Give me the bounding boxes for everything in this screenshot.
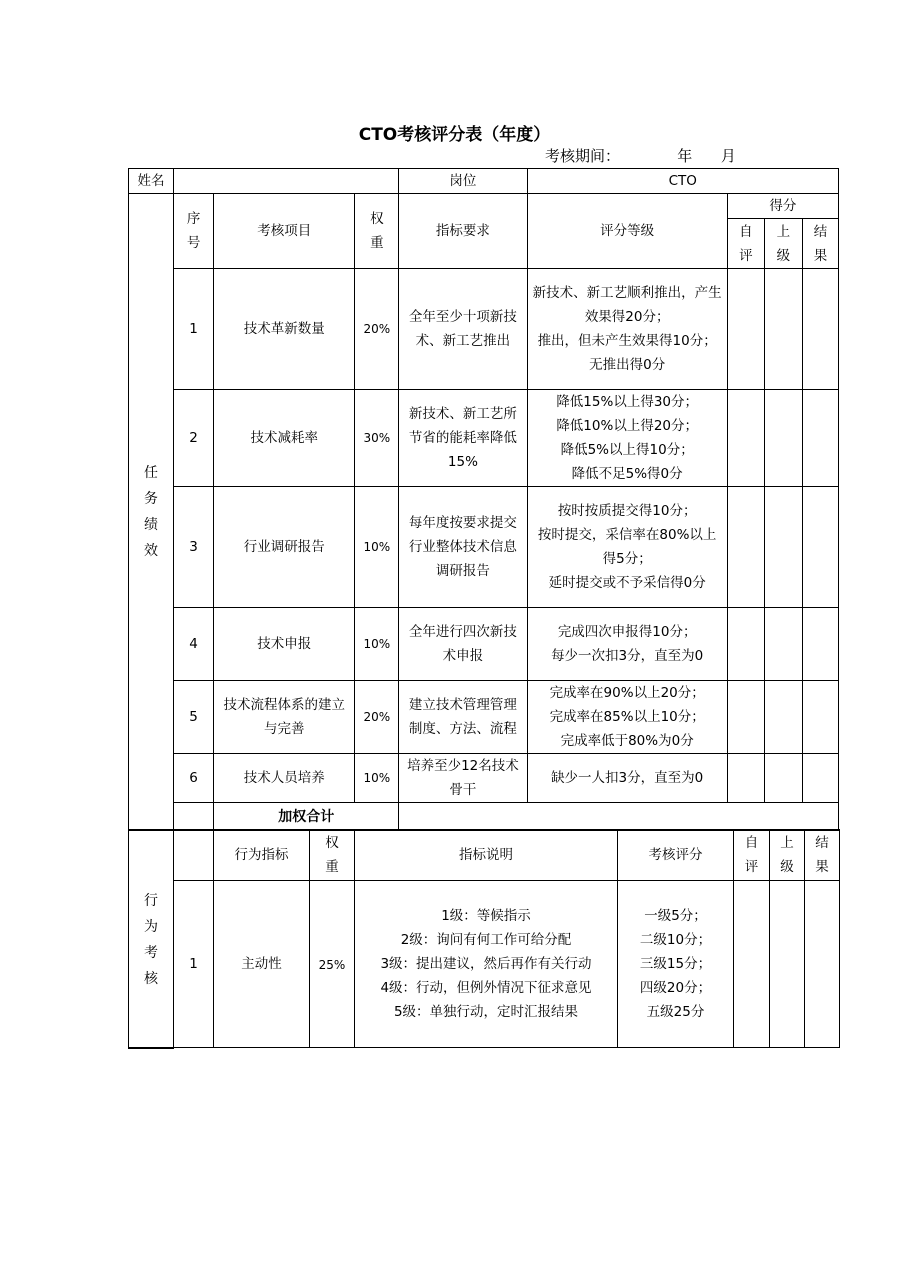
b-header-weight-text: 权重 <box>325 835 339 875</box>
header-seq <box>174 194 214 269</box>
rating-line: 一级5分； <box>644 908 707 924</box>
self-score-cell[interactable] <box>727 608 764 681</box>
grading-line: 降低不足5%得0分 <box>571 466 683 482</box>
header-result-text: 结果 <box>813 223 828 264</box>
superior-score-cell[interactable] <box>764 608 802 681</box>
header-superior-text: 上级 <box>776 223 791 264</box>
post-value: CTO <box>527 169 838 194</box>
rating-line: 五级25分 <box>646 1004 705 1020</box>
grading-line: 降低15%以上得30分； <box>556 394 698 410</box>
header-weight <box>355 194 399 269</box>
behavior-section-label <box>129 830 174 1048</box>
grading-line: 按时按质提交得10分； <box>557 503 697 519</box>
description-line: 3级：提出建议，然后再作有关行动 <box>380 956 592 972</box>
grading-line: 完成率低于80%为0分 <box>560 733 694 749</box>
grading-line: 完成率在90%以上20分； <box>549 685 705 701</box>
row-seq: 6 <box>174 754 214 803</box>
row-seq: 1 <box>174 269 214 390</box>
row-item: 技术减耗率 <box>214 390 355 487</box>
b-row-seq: 1 <box>174 881 214 1048</box>
table-row <box>129 390 839 487</box>
self-score-cell[interactable] <box>727 487 764 608</box>
superior-score-cell[interactable] <box>770 881 805 1048</box>
row-grading <box>527 608 727 681</box>
result-score-cell[interactable] <box>802 754 838 803</box>
self-score-cell[interactable] <box>727 754 764 803</box>
grading-line: 完成四次申报得10分； <box>557 624 697 640</box>
superior-score-cell[interactable] <box>764 269 802 390</box>
b-header-indicator: 行为指标 <box>214 830 310 881</box>
row-grading: 缺少一人扣3分，直至为0 <box>527 754 727 803</box>
name-label: 姓名 <box>129 169 174 194</box>
b-header-seq <box>174 830 214 881</box>
b-header-self-text: 自评 <box>744 835 759 875</box>
b-header-weight <box>310 830 355 881</box>
table-row <box>129 269 839 390</box>
assessment-period: 考核期间： 年 月 <box>545 147 736 165</box>
b-row-indicator: 主动性 <box>214 881 310 1048</box>
row-grading <box>527 390 727 487</box>
b-header-superior <box>770 830 805 881</box>
b-header-self <box>734 830 770 881</box>
row-weight: 20% <box>355 269 399 390</box>
row-requirement: 每年度按要求提交行业整体技术信息调研报告 <box>399 487 527 608</box>
b-header-description: 指标说明 <box>355 830 618 881</box>
header-grading: 评分等级 <box>527 194 727 269</box>
row-seq: 5 <box>174 681 214 754</box>
result-score-cell[interactable] <box>802 269 838 390</box>
header-score: 得分 <box>727 194 838 219</box>
row-requirement: 全年至少十项新技术、新工艺推出 <box>399 269 527 390</box>
row-seq: 3 <box>174 487 214 608</box>
row-weight: 30% <box>355 390 399 487</box>
b-header-superior-text: 上级 <box>780 835 794 875</box>
page-title: CTO考核评分表（年度） <box>358 125 551 145</box>
result-score-cell[interactable] <box>802 608 838 681</box>
row-item: 行业调研报告 <box>214 487 355 608</box>
weighted-total-row <box>129 803 839 831</box>
superior-score-cell[interactable] <box>764 754 802 803</box>
superior-score-cell[interactable] <box>764 487 802 608</box>
grading-line: 延时提交或不予采信得0分 <box>548 575 706 591</box>
self-score-cell[interactable] <box>734 881 770 1048</box>
row-requirement: 全年进行四次新技术申报 <box>399 608 527 681</box>
self-score-cell[interactable] <box>727 390 764 487</box>
header-item: 考核项目 <box>214 194 355 269</box>
row-weight: 20% <box>355 681 399 754</box>
row-grading <box>527 487 727 608</box>
row-grading <box>527 269 727 390</box>
b-header-result <box>805 830 840 881</box>
grading-line: 降低5%以上得10分； <box>560 442 694 458</box>
row-requirement: 培养至少12名技术骨干 <box>399 754 527 803</box>
rating-line: 三级15分； <box>639 956 712 972</box>
result-score-cell[interactable] <box>805 881 840 1048</box>
task-performance-table <box>128 168 839 831</box>
grading-line: 完成率在85%以上10分； <box>549 709 705 725</box>
grading-line: 新技术、新工艺顺利推出，产生效果得20分； <box>532 285 722 325</box>
total-spacer <box>174 803 214 831</box>
table-row <box>129 608 839 681</box>
row-item: 技术人员培养 <box>214 754 355 803</box>
b-row-weight: 25% <box>310 881 355 1048</box>
task-section-label <box>129 194 174 831</box>
description-line: 5级：单独行动，定时汇报结果 <box>393 1004 579 1020</box>
b-header-result-text: 结果 <box>815 835 829 875</box>
header-seq-text: 序号 <box>186 211 201 251</box>
row-seq: 2 <box>174 390 214 487</box>
row-weight: 10% <box>355 487 399 608</box>
row-requirement: 建立技术管理管理制度、方法、流程 <box>399 681 527 754</box>
row-item: 技术革新数量 <box>214 269 355 390</box>
task-section-label-text: 任务绩效 <box>144 465 159 559</box>
grading-line: 无推出得0分 <box>589 357 666 373</box>
header-result <box>802 219 838 269</box>
table-row <box>129 754 839 803</box>
description-line: 4级：行动，但例外情况下征求意见 <box>380 980 592 996</box>
row-item: 技术申报 <box>214 608 355 681</box>
weighted-total-label: 加权合计 <box>214 803 399 831</box>
behavior-table <box>128 829 840 1049</box>
rating-line: 四级20分； <box>639 980 712 996</box>
table-row <box>129 487 839 608</box>
row-weight: 10% <box>355 608 399 681</box>
superior-score-cell[interactable] <box>764 681 802 754</box>
header-self <box>727 219 764 269</box>
behavior-section-label-text: 行为考核 <box>144 892 158 987</box>
post-label: 岗位 <box>399 169 527 194</box>
table-row <box>129 881 840 1048</box>
grading-line: 按时提交，采信率在80%以上得5分； <box>537 527 717 567</box>
result-score-cell[interactable] <box>802 390 838 487</box>
grading-line: 降低10%以上得20分； <box>556 418 698 434</box>
result-score-cell[interactable] <box>802 681 838 754</box>
description-line: 1级：等候指示 <box>441 908 531 924</box>
header-self-text: 自评 <box>739 223 753 264</box>
header-weight-text: 权重 <box>370 211 384 251</box>
b-row-rating <box>618 881 734 1048</box>
row-seq: 4 <box>174 608 214 681</box>
self-score-cell[interactable] <box>727 269 764 390</box>
table-row <box>129 681 839 754</box>
b-header-rating: 考核评分 <box>618 830 734 881</box>
row-item: 技术流程体系的建立与完善 <box>214 681 355 754</box>
name-field[interactable] <box>174 169 399 194</box>
header-superior <box>764 219 802 269</box>
row-requirement: 新技术、新工艺所节省的能耗率降低15% <box>399 390 527 487</box>
row-grading <box>527 681 727 754</box>
description-line: 2级：询问有何工作可给分配 <box>400 932 572 948</box>
result-score-cell[interactable] <box>802 487 838 608</box>
grading-line: 推出，但未产生效果得10分； <box>537 333 717 349</box>
superior-score-cell[interactable] <box>764 390 802 487</box>
row-weight: 10% <box>355 754 399 803</box>
header-requirement: 指标要求 <box>399 194 527 269</box>
b-row-description <box>355 881 618 1048</box>
self-score-cell[interactable] <box>727 681 764 754</box>
grading-line: 每少一次扣3分，直至为0 <box>551 648 704 664</box>
rating-line: 二级10分； <box>639 932 712 948</box>
weighted-total-value[interactable] <box>399 803 839 831</box>
